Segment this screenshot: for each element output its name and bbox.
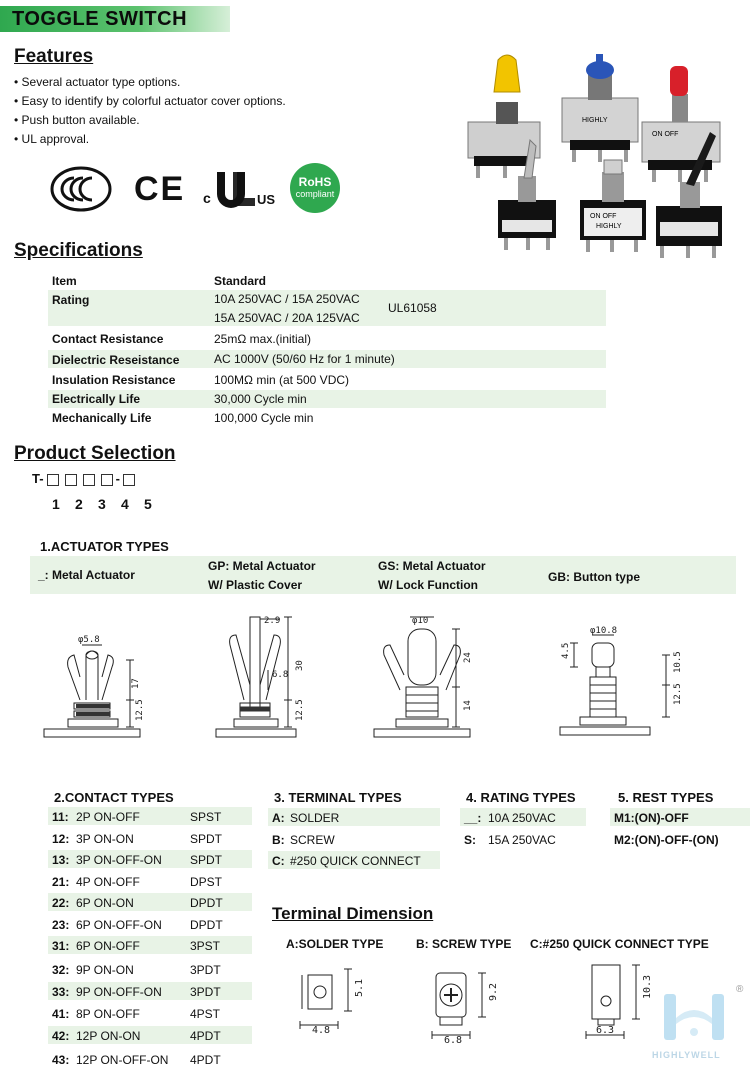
- terminal-desc: SCREW: [290, 833, 335, 847]
- actuator-button-drawing: [560, 635, 670, 735]
- rest-type: M2:(ON)-OFF-(ON): [614, 833, 719, 847]
- svg-text:HIGHLY: HIGHLY: [596, 223, 622, 230]
- contact-code: 41:: [52, 1007, 70, 1021]
- spec-label: Mechanically Life: [52, 411, 152, 425]
- rating-desc: 10A 250VAC: [488, 811, 556, 825]
- svg-text:φ5.8: φ5.8: [78, 635, 100, 645]
- contact-desc: 9P ON-ON: [76, 963, 134, 977]
- feature-item: • Push button available.: [14, 113, 140, 127]
- contact-desc: 12P ON-OFF-ON: [76, 1053, 169, 1067]
- screw-terminal-drawing: [432, 973, 486, 1039]
- contact-code: 32:: [52, 963, 70, 977]
- spec-label: Contact Resistance: [52, 332, 164, 346]
- switch-red-cover-icon: [642, 66, 720, 182]
- code-box: [47, 474, 59, 486]
- actuator-type: W/ Lock Function: [378, 578, 478, 592]
- actuator-type: _: Metal Actuator: [38, 568, 135, 582]
- svg-text:4.8: 4.8: [312, 1025, 331, 1036]
- contact-desc: 12P ON-ON: [76, 1029, 141, 1043]
- rest-type: M1:(ON)-OFF: [614, 811, 689, 825]
- registered-mark: ®: [736, 984, 744, 995]
- spec-header-standard: Standard: [214, 274, 267, 288]
- contact-pole-type: 3PST: [190, 939, 221, 953]
- contact-code: 22:: [52, 896, 70, 910]
- svg-text:30: 30: [295, 660, 305, 671]
- contact-desc: 6P ON-OFF-ON: [76, 918, 162, 932]
- spec-value: 10A 250VAC / 15A 250VAC: [214, 292, 360, 306]
- svg-text:14: 14: [463, 700, 473, 711]
- ccc-logo-icon: [50, 166, 112, 212]
- contact-pole-type: 3PDT: [190, 963, 221, 977]
- spec-label: Rating: [52, 293, 90, 307]
- svg-text:10.3: 10.3: [642, 974, 653, 999]
- actuator-drawings: [30, 605, 736, 755]
- ul-logo-icon: c US: [203, 168, 275, 210]
- brand-name: HIGHLYWELL: [652, 1050, 721, 1060]
- contact-pole-type: 4PDT: [190, 1053, 221, 1067]
- contact-pole-type: 3PDT: [190, 985, 221, 999]
- contact-code: 31:: [52, 939, 70, 953]
- spec-value: 15A 250VAC / 20A 125VAC: [214, 311, 360, 325]
- rest-types-heading: 5. REST TYPES: [618, 790, 714, 805]
- contact-code: 13:: [52, 853, 70, 867]
- actuator-type: W/ Plastic Cover: [208, 578, 303, 592]
- terminal-desc: #250 QUICK CONNECT: [290, 854, 421, 868]
- contact-code: 23:: [52, 918, 70, 932]
- code-number: 2: [75, 496, 83, 512]
- product-selection-heading: Product Selection: [14, 443, 176, 464]
- contact-desc: 8P ON-OFF: [76, 1007, 140, 1021]
- actuator-type: GS: Metal Actuator: [378, 559, 486, 573]
- contact-code: 43:: [52, 1053, 70, 1067]
- actuator-lock-function-drawing: [374, 617, 470, 737]
- svg-text:10.5: 10.5: [673, 651, 683, 673]
- actuator-metal-drawing: [44, 645, 140, 737]
- code-box: [101, 474, 113, 486]
- svg-text:12.5: 12.5: [295, 699, 305, 721]
- code-box: [83, 474, 95, 486]
- contact-desc: 6P ON-ON: [76, 896, 134, 910]
- spec-value: 30,000 Cycle min: [214, 392, 307, 406]
- feature-item: • Easy to identify by colorful actuator cover options.: [14, 94, 286, 108]
- spec-value: AC 1000V (50/60 Hz for 1 minute): [214, 352, 395, 366]
- brand-logo: [650, 984, 744, 1062]
- terminal-code: A:: [272, 811, 285, 825]
- svg-text:9.2: 9.2: [488, 982, 499, 1001]
- contact-pole-type: DPDT: [190, 896, 223, 910]
- contact-pole-type: 4PST: [190, 1007, 221, 1021]
- spec-value: 100MΩ min (at 500 VDC): [214, 373, 350, 387]
- code-box: [65, 474, 77, 486]
- svg-text:4.5: 4.5: [561, 642, 571, 659]
- terminal-types-heading: 3. TERMINAL TYPES: [274, 790, 402, 805]
- svg-text:ON OFF: ON OFF: [590, 213, 617, 220]
- terminal-dim-type: C:#250 QUICK CONNECT TYPE: [530, 937, 709, 951]
- contact-code: 42:: [52, 1029, 70, 1043]
- feature-item: • Several actuator type options.: [14, 75, 181, 89]
- svg-text:6.8: 6.8: [444, 1035, 463, 1046]
- svg-text:φ10: φ10: [412, 616, 429, 626]
- contact-desc: 6P ON-OFF: [76, 939, 140, 953]
- contact-desc: 9P ON-OFF-ON: [76, 985, 162, 999]
- contact-types-heading: 2.CONTACT TYPES: [54, 790, 174, 805]
- spec-value: 25mΩ max.(initial): [214, 332, 311, 346]
- product-photo: [458, 52, 743, 274]
- actuator-type: GB: Button type: [548, 570, 640, 584]
- code-number: 4: [121, 496, 129, 512]
- terminal-dim-type: A:SOLDER TYPE: [286, 937, 384, 951]
- contact-pole-type: 4PDT: [190, 1029, 221, 1043]
- rating-types-heading: 4. RATING TYPES: [466, 790, 576, 805]
- spec-label: Electrically Life: [52, 392, 141, 406]
- actuator-types-heading: 1.ACTUATOR TYPES: [40, 539, 169, 554]
- rating-code: __:: [464, 811, 482, 825]
- spec-label: Dielectric Reseistance: [52, 353, 180, 367]
- svg-text:5.1: 5.1: [354, 978, 365, 997]
- features-heading: Features: [14, 46, 94, 67]
- spec-standard-ref: UL61058: [388, 301, 437, 315]
- contact-desc: 3P ON-OFF-ON: [76, 853, 162, 867]
- terminal-drawings: [280, 955, 653, 1046]
- contact-desc: 3P ON-ON: [76, 832, 134, 846]
- svg-text:φ10.8: φ10.8: [590, 626, 618, 636]
- contact-pole-type: SPDT: [190, 832, 223, 846]
- code-box: [123, 474, 135, 486]
- contact-pole-type: SPST: [190, 810, 222, 824]
- part-number-format: T- -: [32, 471, 138, 486]
- svg-text:HIGHLY: HIGHLY: [582, 117, 608, 124]
- svg-text:6.3: 6.3: [596, 1025, 615, 1036]
- spec-header-item: Item: [52, 274, 77, 288]
- feature-item: • UL approval.: [14, 132, 90, 146]
- svg-text:6.8: 6.8: [272, 670, 289, 680]
- svg-text:17: 17: [131, 678, 141, 689]
- terminal-dimension-heading: Terminal Dimension: [272, 904, 434, 923]
- svg-text:12.5: 12.5: [135, 699, 145, 721]
- spec-value: 100,000 Cycle min: [214, 411, 314, 425]
- rohs-logo-icon: RoHS compliant: [290, 163, 340, 213]
- switch-push-button-icon: [580, 160, 646, 252]
- terminal-desc: SOLDER: [290, 811, 340, 825]
- title-banner: [0, 6, 230, 32]
- actuator-type: GP: Metal Actuator: [208, 559, 316, 573]
- rating-code: S:: [464, 833, 476, 847]
- svg-text:ON OFF: ON OFF: [652, 131, 679, 138]
- svg-text:2.9: 2.9: [264, 616, 281, 626]
- code-number: 1: [52, 496, 60, 512]
- code-number: 3: [98, 496, 106, 512]
- spec-label: Insulation Resistance: [52, 373, 176, 387]
- contact-code: 12:: [52, 832, 70, 846]
- contact-pole-type: SPDT: [190, 853, 223, 867]
- contact-code: 11:: [52, 810, 69, 824]
- svg-text:24: 24: [463, 652, 473, 663]
- contact-desc: 4P ON-OFF: [76, 875, 140, 889]
- contact-code: 33:: [52, 985, 70, 999]
- switch-blue-cover-icon: [562, 54, 638, 162]
- page-title: TOGGLE SWITCH: [12, 8, 188, 30]
- contact-pole-type: DPDT: [190, 918, 223, 932]
- contact-code: 21:: [52, 875, 70, 889]
- code-number: 5: [144, 496, 152, 512]
- terminal-code: C:: [272, 854, 285, 868]
- terminal-dim-type: B: SCREW TYPE: [416, 937, 512, 951]
- contact-desc: 2P ON-OFF: [76, 810, 140, 824]
- contact-pole-type: DPST: [190, 875, 223, 889]
- svg-text:12.5: 12.5: [673, 683, 683, 705]
- solder-terminal-drawing: [300, 969, 352, 1029]
- terminal-code: B:: [272, 833, 285, 847]
- rating-desc: 15A 250VAC: [488, 833, 556, 847]
- ce-logo-icon: CE: [134, 170, 186, 208]
- specifications-heading: Specifications: [14, 240, 143, 261]
